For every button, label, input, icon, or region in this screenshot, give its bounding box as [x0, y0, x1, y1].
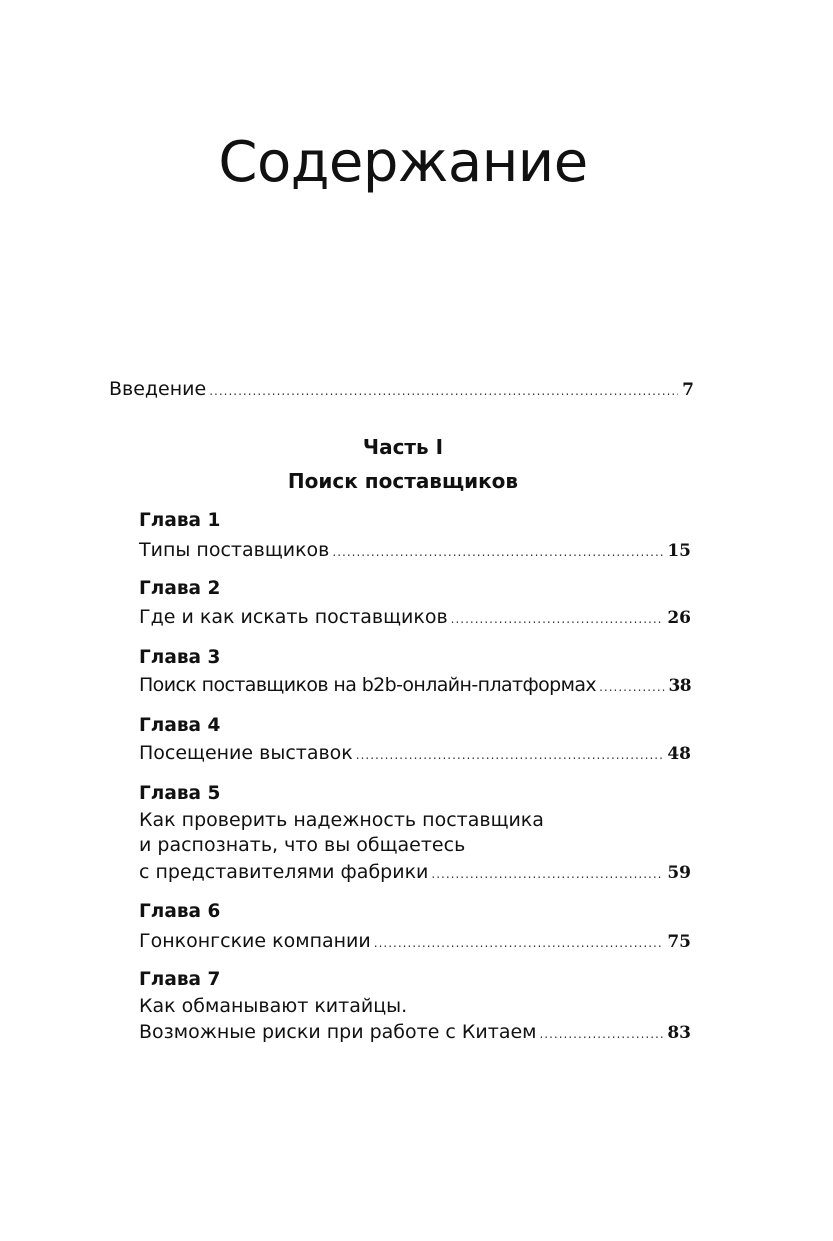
toc-page-number: 48: [667, 744, 691, 764]
toc-entry-title-line: и распознать, что вы общаетесь: [139, 834, 466, 856]
chapter-label: Глава 5: [139, 783, 221, 804]
toc-page-number: 83: [667, 1023, 691, 1043]
toc-page-number: 59: [667, 863, 691, 883]
dot-leader: [209, 378, 678, 404]
toc-page-number: 75: [667, 932, 691, 952]
chapter-label: Глава 7: [139, 969, 221, 990]
toc-entry-intro[interactable]: [109, 376, 694, 404]
toc-entry-chapter-4[interactable]: [139, 740, 691, 768]
toc-entry-title: с представителями фабрики: [139, 861, 429, 883]
toc-page-number: 7: [682, 380, 694, 400]
toc-entry-chapter-7[interactable]: [139, 1019, 691, 1047]
page-title: Содержание: [218, 130, 588, 195]
toc-entry-title: Возможные риски при работе с Китаем: [139, 1021, 537, 1043]
toc-entry-chapter-2[interactable]: [139, 604, 691, 632]
toc-entry-chapter-3[interactable]: [139, 672, 691, 700]
dot-leader: [599, 674, 664, 700]
toc-entry-chapter-5[interactable]: [139, 859, 691, 887]
toc-page-number: 38: [668, 676, 691, 696]
chapter-label: Глава 6: [139, 901, 221, 922]
chapter-label: Глава 4: [139, 715, 221, 736]
toc-entry-title: Где и как искать поставщиков: [139, 606, 448, 628]
dot-leader: [356, 742, 664, 768]
toc-entry-title: Посещение выставок: [139, 742, 353, 764]
toc-entry-chapter-1[interactable]: [139, 537, 691, 565]
chapter-label: Глава 2: [139, 578, 221, 599]
toc-entry-title: Поиск поставщиков на b2b-онлайн-платформах: [139, 674, 597, 696]
part-title: Поиск поставщиков: [287, 469, 519, 493]
toc-page-number: 15: [667, 541, 691, 561]
toc-entry-title-line: Как проверить надежность поставщика: [139, 809, 544, 831]
chapter-label: Глава 1: [139, 510, 221, 531]
toc-entry-title: Введение: [109, 378, 207, 400]
toc-entry-title: Типы поставщиков: [139, 539, 330, 561]
toc-entry-title-line: Как обманывают китайцы.: [139, 995, 408, 1017]
part-number: Часть I: [362, 435, 444, 459]
dot-leader: [539, 1021, 663, 1047]
dot-leader: [451, 606, 664, 632]
dot-leader: [374, 930, 664, 956]
chapter-label: Глава 3: [139, 647, 221, 668]
dot-leader: [431, 861, 663, 887]
toc-entry-title: Гонконгские компании: [139, 930, 371, 952]
dot-leader: [332, 539, 663, 565]
toc-entry-chapter-6[interactable]: [139, 928, 691, 956]
toc-page-number: 26: [667, 608, 691, 628]
